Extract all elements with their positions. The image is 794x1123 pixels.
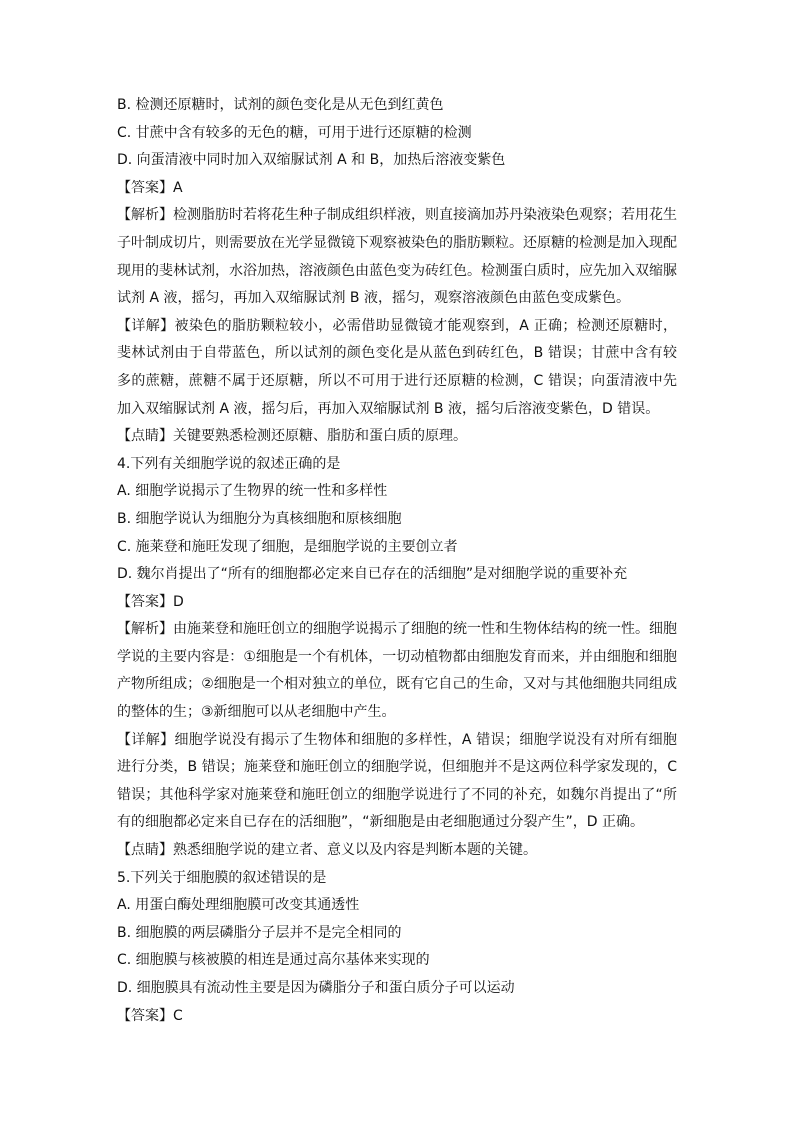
q3-option-c: C. 甘蔗中含有较多的无色的糖，可用于进行还原糖的检测 xyxy=(117,124,472,141)
q3-option-d: D. 向蛋清液中同时加入双缩脲试剂 A 和 B，加热后溶液变紫色 xyxy=(117,152,506,169)
analysis-tag: 【解析】 xyxy=(117,621,173,638)
detail-tag: 【详解】 xyxy=(117,731,175,748)
q4-analysis xyxy=(117,616,677,726)
q3-analysis-text: 检测脂肪时若将花生种子制成组织样液，则直接滴加苏丹染液染色观察；若用花生子叶制成切片，则需要放在光学显微镜下观察被染色的脂肪颗粒。还原糖的检测是加入现配现用的斐林试剂，水浴加热，溶液颜色由蓝色变为砖红色。检测蛋白质时，应先加入双缩脲试剂 A 液，摇匀，再加入双缩脲试剂 B 液，摇匀，观察溶液颜色由蓝色变成紫色。 xyxy=(117,207,677,307)
q4-stem: 4.下列有关细胞学说的叙述正确的是 xyxy=(117,455,341,472)
q3-comment-text: 关键要熟悉检测还原糖、脂肪和蛋白质的原理。 xyxy=(173,428,467,445)
q5-stem: 5.下列关于细胞膜的叙述错误的是 xyxy=(117,869,327,886)
q5-option-d: D. 细胞膜具有流动性主要是因为磷脂分子和蛋白质分子可以运动 xyxy=(117,980,515,996)
q3-detail xyxy=(117,313,677,423)
document-page xyxy=(117,92,677,1030)
analysis-tag: 【解析】 xyxy=(117,207,173,224)
q5-option-a: A. 用蛋白酶处理细胞膜可改变其通透性 xyxy=(117,897,360,914)
q3-option-b: B. 检测还原糖时，试剂的颜色变化是从无色到红黄色 xyxy=(117,97,444,113)
q3-answer: 【答案】A xyxy=(117,179,183,196)
q3-comment xyxy=(117,423,677,451)
comment-tag: 【点睛】 xyxy=(117,842,173,859)
q4-answer: 【答案】D xyxy=(117,593,184,610)
q4-comment-text: 熟悉细胞学说的建立者、意义以及内容是判断本题的关键。 xyxy=(173,842,537,859)
q5-option-c: C. 细胞膜与核被膜的相连是通过高尔基体来实现的 xyxy=(117,952,430,969)
q4-option-b: B. 细胞学说认为细胞分为真核细胞和原核细胞 xyxy=(117,510,402,527)
q5-answer: 【答案】C xyxy=(117,1007,183,1024)
q3-detail-text: 被染色的脂肪颗粒较小，必需借助显微镜才能观察到，A 正确；检测还原糖时，斐林试剂由于自带蓝色，所以试剂的颜色变化是从蓝色到砖红色，B 错误；甘蔗中含有较多的蔗糖，蔗糖不属于还原糖，所以不可用于进行还原糖的检测，C 错误；向蛋清液中先加入双缩脲试剂 A 液，摇匀后，再加入双缩脲试剂 B 液，摇匀后溶液变紫色，D 错误。 xyxy=(117,317,678,417)
q4-detail xyxy=(117,727,677,837)
q4-option-a: A. 细胞学说揭示了生物界的统一性和多样性 xyxy=(117,483,388,500)
detail-tag: 【详解】 xyxy=(117,317,175,334)
q4-option-c: C. 施莱登和施旺发现了细胞，是细胞学说的主要创立者 xyxy=(117,538,458,555)
q4-comment xyxy=(117,837,677,865)
q4-option-d: D. 魏尔肖提出了“所有的细胞都必定来自已存在的活细胞”是对细胞学说的重要补充 xyxy=(117,566,628,583)
q4-analysis-text: 由施莱登和施旺创立的细胞学说揭示了细胞的统一性和生物体结构的统一性。细胞学说的主要内容是：①细胞是一个有机体，一切动植物都由细胞发育而来，并由细胞和细胞产物所组成；②细胞是一个相对独立的单位，既有它自己的生命，又对与其他细胞共同组成的整体的生；③新细胞可以从老细胞中产生。 xyxy=(117,621,677,721)
comment-tag: 【点睛】 xyxy=(117,428,173,445)
q4-detail-text: 细胞学说没有揭示了生物体和细胞的多样性，A 错误；细胞学说没有对所有细胞进行分类，B 错误；施莱登和施旺创立的细胞学说，但细胞并不是这两位科学家发现的，C 错误；其他科学家对施莱登和施旺创立的细胞学说进行了不同的补充，如魏尔肖提出了“所有的细胞都必定来自已存在的活细胞”，“新细胞是由老细胞通过分裂产生”，D 正确。 xyxy=(117,731,678,831)
q5-option-b: B. 细胞膜的两层磷脂分子层并不是完全相同的 xyxy=(117,924,402,941)
q3-analysis xyxy=(117,202,677,312)
